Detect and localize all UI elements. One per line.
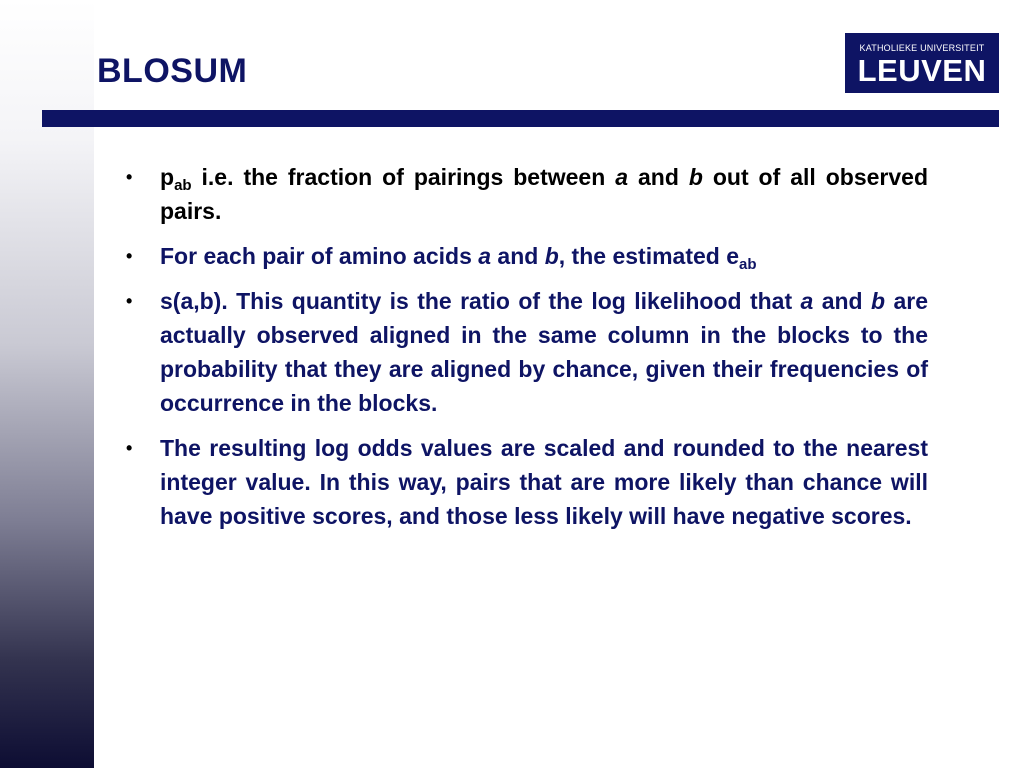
bullet-text: For each pair of amino acids <box>160 243 479 269</box>
variable-a: a <box>800 288 814 314</box>
bullet-dot-icon: • <box>126 246 133 266</box>
bullet-dot-icon: • <box>126 438 133 458</box>
header-divider-bar <box>42 110 999 127</box>
bullet-dot-icon: • <box>126 167 133 187</box>
bullet-item-3 <box>126 284 928 420</box>
bullet-text: out of all observed pairs. <box>160 164 928 224</box>
bullet-text: are actually observed aligned in the same column in the blocks to the probability that they are aligned by chance, given their frequencies of occurrence in the blocks. <box>160 288 928 416</box>
bullet-item-1 <box>126 160 928 228</box>
bullet-text: i.e. the fraction of pairings between <box>191 164 616 190</box>
bullet-text: and <box>813 288 871 314</box>
bullet-text: and <box>628 164 689 190</box>
bullet-dot-icon: • <box>126 291 133 311</box>
variable-a: a <box>615 164 629 190</box>
bullet-text: s(a,b). This quantity is the ratio of the log likelihood that <box>160 288 801 314</box>
bullet-item-4 <box>126 431 928 533</box>
subscript-ab: ab <box>739 256 757 273</box>
bullet-list <box>126 160 928 544</box>
variable-b: b <box>688 164 703 190</box>
variable-b: b <box>871 288 886 314</box>
logo-line1: KATHOLIEKE UNIVERSITEIT <box>859 43 985 53</box>
bullet-text: The resulting log odds values are scaled and rounded to the nearest integer value. In this way, pairs that are more likely than chance will have positive scores, and those less likely will have negative scores. <box>160 435 928 529</box>
slide-title: BLOSUM <box>97 52 248 90</box>
variable-a: a <box>478 243 492 269</box>
logo-line2: LEUVEN <box>857 53 987 88</box>
term-p: p <box>160 164 175 190</box>
subscript-ab: ab <box>174 177 192 194</box>
university-logo <box>845 33 999 93</box>
bullet-text: , the estimated e <box>558 243 740 269</box>
variable-b: b <box>544 243 559 269</box>
bullet-item-2 <box>126 239 928 273</box>
bullet-text: and <box>491 243 545 269</box>
